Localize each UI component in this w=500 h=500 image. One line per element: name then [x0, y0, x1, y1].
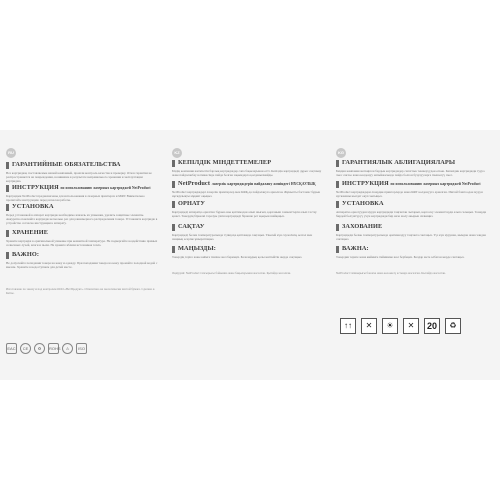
language-badge: KG	[336, 148, 346, 158]
heading	[178, 180, 316, 187]
column-ru	[6, 148, 161, 373]
certification-marks	[6, 343, 156, 357]
column-kg	[336, 148, 491, 373]
heading	[342, 180, 481, 187]
keep-away-from-children-icon: ✕	[403, 318, 419, 334]
paragraph: Картриджди бөлмө температурасында оригиналдуу таңгакта сактаңыз. Түз күн нурунан, нымдан жана чаңдан сактаңыз.	[336, 233, 486, 242]
section-bar	[172, 224, 175, 231]
paragraph: Аппаратка орнотуудан мурун картриджди таңгактан чыгарып, коргоочу элементтерди алып салыңыз. Тонерди бирдей бөлүштүрүү үчүн картриджди бир нече жолу акырын силкиңиз.	[336, 210, 487, 219]
heading: ХРАНЕНИЕ	[12, 229, 49, 236]
rohs-mark-icon: ROHS	[48, 343, 59, 354]
section-bar	[336, 201, 339, 208]
this-way-up-icon: ↑↑	[340, 318, 356, 334]
section-bar	[6, 230, 9, 237]
paragraph: Картриджді аппаратқа орнатпас бұрын оны қаптамадан алып шығып, қорғаныш элементтерін алып тастау қажет. Тонердің біркелкі таралуы үшін картриджді бірнеше рет ақырын шайқаңыз.	[172, 210, 317, 219]
section-bar	[336, 181, 339, 188]
heading: ОРНАТУ	[178, 200, 206, 207]
section-bar	[172, 160, 175, 167]
language-badge: RU	[6, 148, 16, 158]
recycle-icon: ♻	[445, 318, 461, 334]
heading: ВАЖНА:	[342, 245, 369, 252]
heading: УСТАНОВКА	[12, 203, 54, 210]
eac-mark-icon: EAC	[6, 343, 17, 354]
paragraph: Картриджи NetProduct предназначены для использования в лазерных принтерах и МФУ. Внимательно прочитайте инструкцию перед началом работы.	[6, 194, 145, 203]
paragraph: Храните картридж в оригинальной упаковке при комнатной температуре. Не подвергайте воздействию прямых солнечных лучей, влаги и пыли. Не храните вблизи источников тепла.	[6, 239, 158, 248]
heading: ГАРАНТИЙНЫЕ ОБЯЗАТЕЛЬСТВА	[12, 161, 121, 168]
heading-sub: по использованию лазерных картриджей NetProduct	[390, 182, 481, 186]
paragraph: NetProduct картридждери лазердик принтерлерде жана КФТ колдонууга арналган. Иштей баштоодон мурун нускаманы кылдат окуп чыгыңыз.	[336, 190, 483, 199]
section-bar	[172, 246, 175, 253]
section-bar	[6, 185, 9, 192]
heading: САҚТАУ	[178, 223, 205, 230]
footer-note: NetProduct тапшырыгы боюнча жана көзөмөлү астында жасалган. Кытайда жасалган.	[336, 271, 446, 275]
heading: КЕПІЛДІК МІНДЕТТЕМЕЛЕР	[178, 159, 272, 166]
heading	[12, 184, 151, 191]
heading-sub: по использованию лазерных картриджей NetProduct	[60, 186, 151, 190]
section-bar	[172, 201, 175, 208]
section-bar	[6, 162, 9, 169]
heading: ГАРАНТИЯЛЫК АБЛИГАЦИЯЛАРЫ	[342, 159, 456, 166]
section-bar	[6, 204, 9, 211]
paragraph: Все картриджи, поставляемые нашей компанией, прошли контроль качества и проверку. Отказ гарантии не распространяется на повреждения, возникшие в результате неправильного хранения и эксплуатации картриджа.	[6, 171, 152, 184]
paragraph: Тонердин териге жана кийимге тийишине жол бербеңиз. Балдар жете албаган жерде сактаңыз.	[336, 255, 465, 259]
handling-icons	[340, 318, 480, 336]
section-bar	[336, 246, 339, 253]
section-bar	[6, 252, 9, 259]
footer-note: Изготовлено по заказу и под контролем ООО «НетПродукт». Отпечатано на экологически чистой бумаге. Сделано в Китае.	[6, 287, 155, 295]
heading-main: ИНСТРУКЦИЯ	[12, 184, 59, 191]
heading-main: NetProduct	[178, 180, 211, 187]
paragraph: Картриджді бөлме температурасында түпнұсқа қаптамада сақтаңыз. Тікелей күн сәулесінің, ылғал мен шаңның әсеріне ұшыратпаңыз.	[172, 233, 313, 242]
paragraph: NetProduct картридждері лазерлік принтерлер мен КФҚ-да пайдалануға арналған. Жұмысты бастамас бұрын нұсқаулықты мұқият оқыңыз.	[172, 190, 321, 199]
warning-mark-icon: ⚠	[62, 343, 73, 354]
heading: ВАЖНО:	[12, 251, 40, 258]
heading-sub: лазерлік картридждерін пайдалану жөніндегі НҰСҚАУЛЫҚ	[211, 182, 316, 186]
paragraph: Біздің компания жеткізетін барлық картридждер сапа бақылауынан өтті. Кепілдік картриджді дұрыс сақтамау және пайдаланбау нәтижесінде пайда болған зақымдарға қолданылмайды.	[172, 169, 322, 178]
heading: УСТАНОВКА	[342, 200, 384, 207]
section-bar	[336, 160, 339, 167]
paragraph: Перед установкой в аппарат картридж необходимо извлечь из упаковки, удалить защитные элементы. Аккуратно покачайте картридж несколько раз для равномерного распределения тонера. Установите картридж в устройство согласно инструкции к аппарату.	[6, 213, 158, 226]
heading: ЗАХОВАНИЕ	[342, 223, 383, 230]
section-bar	[172, 181, 175, 188]
quantity-badge: 20	[424, 318, 440, 334]
column-kz	[172, 148, 327, 373]
footer-note: Өндіруші: NetProduct тапсырысы бойынша және бақылауымен жасалған. Қытайда жасалған.	[172, 271, 292, 275]
heading-main: ИНСТРУКЦИЯ	[342, 180, 389, 187]
section-bar	[336, 224, 339, 231]
heading: МАҢЫЗДЫ:	[178, 245, 216, 252]
iso-mark-icon: ISO	[76, 343, 87, 354]
paragraph: Тонердің теріге және киімге тиюіне жол бермеңіз. Балалардың қолы жетпейтін жерде сақтаңыз.	[172, 255, 303, 259]
paragraph: Не допускайте попадания тонера на кожу и одежду. При попадании тонера на кожу промойте холодной водой с мылом. Храните в недоступном для детей месте.	[6, 261, 158, 270]
ce-mark-icon: CE	[20, 343, 31, 354]
language-badge: KZ	[172, 148, 182, 158]
no-sunlight-icon: ☀	[382, 318, 398, 334]
no-fire-icon: ✕	[361, 318, 377, 334]
paragraph: Биздин компания жеткирген бардык картридждер сапаттык текшерүүдөн өткөн. Кепилдик картриджди туура эмес сактоо жана колдонуу натыйжасында пайда болгон бузулууларга тиешелүү эмес.	[336, 169, 485, 178]
recycle-mark-icon: ♻	[34, 343, 45, 354]
